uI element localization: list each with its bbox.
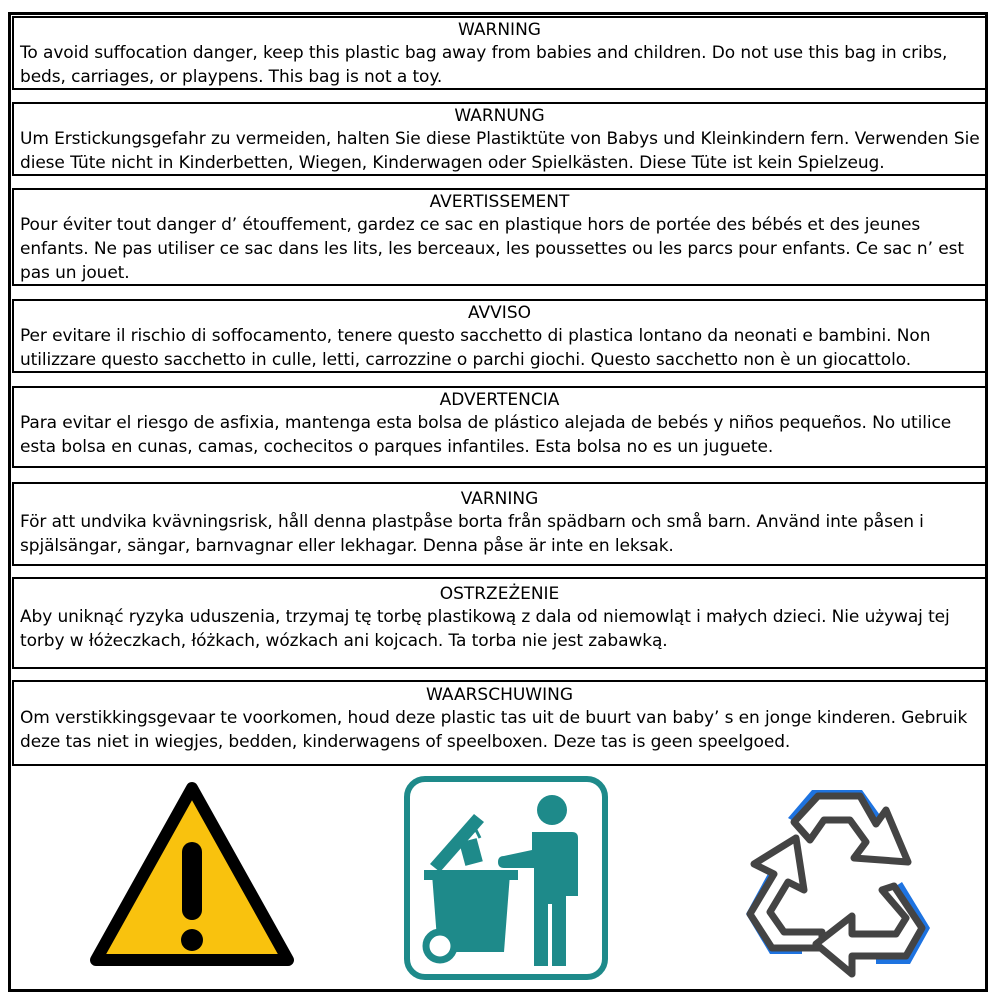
warning-triangle-icon xyxy=(88,780,296,972)
warning-text: Om verstikkingsgevaar te voorkomen, houd deze plastic tas uit de buurt van baby’ s en jonge kinderen. Gebruik deze tas niet in wiegjes, bedden, kinderwagens of speelboxen. Deze tas is geen speelgoed. xyxy=(20,708,968,752)
recycle-icon xyxy=(726,778,950,984)
warning-box-pl xyxy=(12,577,987,669)
warning-box-nl xyxy=(12,680,987,766)
warning-title: WARNING xyxy=(458,20,541,40)
warning-box-fr xyxy=(12,188,987,286)
warning-text: Para evitar el riesgo de asfixia, mantenga esta bolsa de plástico alejada de bebés y niños pequeños. No utilice esta bolsa en cunas, camas, cochecitos o parques infantiles. Esta bolsa no es un juguete. xyxy=(20,413,952,457)
warning-text: Um Erstickungsgefahr zu vermeiden, halten Sie diese Plastiktüte von Babys und Kleinkindern fern. Verwenden Sie diese Tüte nicht in Kinderbetten, Wiegen, Kinderwagen oder Spielkästen. Diese Tüte ist kein Spielzeug. xyxy=(20,129,980,173)
warning-text: Aby uniknąć ryzyka uduszenia, trzymaj tę torbę plastikową z dala od niemowląt i małych dzieci. Nie używaj tej torby w łóżeczkach, łóżkach, wózkach ani kojcach. Ta torba nie jest zabawką. xyxy=(20,607,950,651)
warning-box-es xyxy=(12,386,987,468)
warning-text: Per evitare il rischio di soffocamento, tenere questo sacchetto di plastica lontano da neonati e bambini. Non utilizzare questo sacchetto in culle, letti, carrozzine o parchi giochi. Questo sacchetto non è un giocattolo. xyxy=(20,326,931,370)
warning-text: Pour éviter tout danger d’ étouffement, gardez ce sac en plastique hors de portée des bébés et des jeunes enfants. Ne pas utiliser ce sac dans les lits, les berceaux, les poussettes ou les parcs pour enfants. Ce sac n’ est pas un jouet. xyxy=(20,215,964,283)
warning-box-it xyxy=(12,299,987,373)
warning-title: VARNING xyxy=(460,489,539,509)
warning-text: To avoid suffocation danger, keep this plastic bag away from babies and children. Do not use this bag in cribs, beds, carriages, or playpens. This bag is not a toy. xyxy=(20,43,948,87)
warning-box-de xyxy=(12,102,987,176)
dispose-in-bin-icon xyxy=(404,776,608,980)
warning-title: AVERTISSEMENT xyxy=(429,192,570,212)
warning-box-en xyxy=(12,16,987,90)
warning-title: ADVERTENCIA xyxy=(439,390,560,410)
warning-box-sv xyxy=(12,482,987,566)
warning-title: AVVISO xyxy=(468,303,531,323)
symbol-row xyxy=(12,772,987,990)
warning-title: OSTRZEŻENIE xyxy=(439,584,560,604)
warning-text: För att undvika kvävningsrisk, håll denna plastpåse borta från spädbarn och små barn. Använd inte påsen i spjälsängar, sängar, barnvagnar eller lekhagar. Denna påse är inte en leksak. xyxy=(20,512,924,556)
warning-title: WARNUNG xyxy=(454,106,545,126)
warning-title: WAARSCHUWING xyxy=(425,685,574,705)
